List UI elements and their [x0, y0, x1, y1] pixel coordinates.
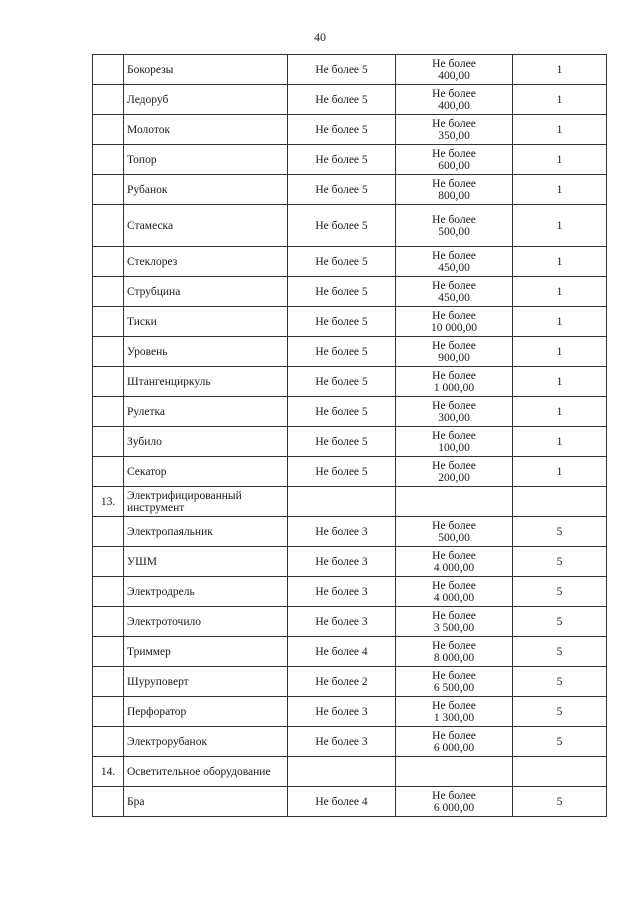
item-price — [396, 307, 513, 337]
item-name: Секатор — [124, 457, 288, 487]
price-label: Не более — [432, 369, 476, 382]
table-row — [93, 337, 607, 367]
price-value: 400,00 — [438, 69, 470, 82]
item-price — [396, 247, 513, 277]
item-name: Ледоруб — [124, 85, 288, 115]
item-quantity: Не более 5 — [288, 397, 396, 427]
item-count: 5 — [513, 727, 607, 757]
item-quantity: Не более 5 — [288, 457, 396, 487]
item-quantity: Не более 5 — [288, 205, 396, 247]
row-number — [93, 547, 124, 577]
price-value: 6 000,00 — [433, 801, 475, 814]
item-name: Триммер — [124, 637, 288, 667]
item-count: 1 — [513, 175, 607, 205]
price-label: Не более — [432, 639, 476, 652]
item-price — [396, 205, 513, 247]
row-number — [93, 577, 124, 607]
item-count: 1 — [513, 427, 607, 457]
item-count: 1 — [513, 307, 607, 337]
item-quantity: Не более 4 — [288, 637, 396, 667]
row-number — [93, 787, 124, 817]
item-price — [396, 457, 513, 487]
price-label: Не более — [432, 549, 476, 562]
item-count — [513, 757, 607, 787]
item-price — [396, 427, 513, 457]
item-name: УШМ — [124, 547, 288, 577]
item-price — [396, 727, 513, 757]
table-row — [93, 577, 607, 607]
price-value: 900,00 — [438, 351, 470, 364]
price-value: 500,00 — [438, 225, 470, 238]
row-number — [93, 457, 124, 487]
item-quantity — [288, 487, 396, 517]
row-number — [93, 85, 124, 115]
item-quantity: Не более 5 — [288, 115, 396, 145]
price-value: 300,00 — [438, 411, 470, 424]
price-value: 1 300,00 — [433, 711, 475, 724]
item-name: Рулетка — [124, 397, 288, 427]
item-count: 1 — [513, 457, 607, 487]
price-label: Не более — [432, 699, 476, 712]
item-name: Электрорубанок — [124, 727, 288, 757]
table-row — [93, 787, 607, 817]
table-row — [93, 547, 607, 577]
item-quantity: Не более 5 — [288, 307, 396, 337]
item-count: 5 — [513, 667, 607, 697]
price-label: Не более — [432, 339, 476, 352]
table-row — [93, 205, 607, 247]
price-label: Не более — [432, 789, 476, 802]
price-value: 6 000,00 — [433, 741, 475, 754]
price-label: Не более — [432, 57, 476, 70]
item-name: Зубило — [124, 427, 288, 457]
price-label: Не более — [432, 459, 476, 472]
table-row — [93, 175, 607, 205]
item-name: Уровень — [124, 337, 288, 367]
item-quantity: Не более 2 — [288, 667, 396, 697]
table-row — [93, 247, 607, 277]
item-price — [396, 115, 513, 145]
item-name: Электроточило — [124, 607, 288, 637]
price-value: 10 000,00 — [431, 321, 477, 334]
item-price — [396, 367, 513, 397]
item-quantity: Не более 3 — [288, 577, 396, 607]
price-label: Не более — [432, 399, 476, 412]
row-number — [93, 517, 124, 547]
item-price — [396, 175, 513, 205]
table-row — [93, 367, 607, 397]
row-number — [93, 307, 124, 337]
row-number: 14. — [93, 757, 124, 787]
table-row — [93, 55, 607, 85]
item-count: 1 — [513, 145, 607, 175]
row-number — [93, 337, 124, 367]
row-number — [93, 115, 124, 145]
equipment-table — [92, 54, 607, 817]
item-count: 1 — [513, 85, 607, 115]
price-label: Не более — [432, 87, 476, 100]
item-quantity — [288, 757, 396, 787]
table-row — [93, 427, 607, 457]
item-name: Шуруповерт — [124, 667, 288, 697]
item-name: Топор — [124, 145, 288, 175]
item-count: 5 — [513, 787, 607, 817]
table-row — [93, 487, 607, 517]
item-quantity: Не более 3 — [288, 517, 396, 547]
item-name: Стеклорез — [124, 247, 288, 277]
price-label: Не более — [432, 429, 476, 442]
row-number — [93, 247, 124, 277]
item-count: 1 — [513, 367, 607, 397]
table-row — [93, 757, 607, 787]
item-count: 1 — [513, 247, 607, 277]
item-quantity: Не более 5 — [288, 145, 396, 175]
item-price — [396, 757, 513, 787]
item-quantity: Не более 5 — [288, 277, 396, 307]
item-name: Тиски — [124, 307, 288, 337]
row-number — [93, 727, 124, 757]
price-label: Не более — [432, 609, 476, 622]
item-price — [396, 397, 513, 427]
item-price — [396, 697, 513, 727]
item-price — [396, 637, 513, 667]
price-label: Не более — [432, 729, 476, 742]
item-count: 1 — [513, 115, 607, 145]
row-number — [93, 145, 124, 175]
row-number — [93, 427, 124, 457]
table-row — [93, 727, 607, 757]
item-name: Рубанок — [124, 175, 288, 205]
price-label: Не более — [432, 213, 476, 226]
item-quantity: Не более 3 — [288, 697, 396, 727]
item-quantity: Не более 3 — [288, 547, 396, 577]
price-label: Не более — [432, 147, 476, 160]
row-number — [93, 697, 124, 727]
item-count — [513, 487, 607, 517]
table-row — [93, 607, 607, 637]
page-number: 40 — [314, 30, 326, 44]
table-row — [93, 145, 607, 175]
table-row — [93, 637, 607, 667]
item-quantity: Не более 5 — [288, 427, 396, 457]
item-count: 1 — [513, 205, 607, 247]
item-price — [396, 85, 513, 115]
price-label: Не более — [432, 177, 476, 190]
table-row — [93, 697, 607, 727]
price-value: 450,00 — [438, 261, 470, 274]
item-quantity: Не более 5 — [288, 85, 396, 115]
price-value: 8 000,00 — [433, 651, 475, 664]
item-quantity: Не более 5 — [288, 337, 396, 367]
row-number — [93, 667, 124, 697]
row-number — [93, 637, 124, 667]
item-price — [396, 577, 513, 607]
item-quantity: Не более 5 — [288, 247, 396, 277]
price-label: Не более — [432, 519, 476, 532]
item-quantity: Не более 5 — [288, 175, 396, 205]
row-number — [93, 205, 124, 247]
table-row — [93, 397, 607, 427]
item-count: 1 — [513, 277, 607, 307]
table-row — [93, 85, 607, 115]
price-value: 450,00 — [438, 291, 470, 304]
item-name: Стамеска — [124, 205, 288, 247]
item-quantity: Не более 5 — [288, 367, 396, 397]
item-count: 5 — [513, 577, 607, 607]
price-value: 350,00 — [438, 129, 470, 142]
item-count: 1 — [513, 337, 607, 367]
row-number — [93, 175, 124, 205]
table-row — [93, 517, 607, 547]
item-price — [396, 337, 513, 367]
row-number — [93, 397, 124, 427]
item-name: Осветительное оборудование — [124, 757, 288, 787]
price-value: 200,00 — [438, 471, 470, 484]
item-count: 5 — [513, 607, 607, 637]
item-count: 5 — [513, 517, 607, 547]
item-count: 5 — [513, 637, 607, 667]
price-label: Не более — [432, 579, 476, 592]
price-value: 1 000,00 — [433, 381, 475, 394]
item-count: 5 — [513, 547, 607, 577]
price-label: Не более — [432, 279, 476, 292]
row-number — [93, 55, 124, 85]
item-price — [396, 517, 513, 547]
price-value: 4 000,00 — [433, 591, 475, 604]
price-value: 100,00 — [438, 441, 470, 454]
price-value: 600,00 — [438, 159, 470, 172]
table-row — [93, 277, 607, 307]
item-name: Электрифицированный инструмент — [124, 487, 288, 517]
price-label: Не более — [432, 309, 476, 322]
item-name: Бокорезы — [124, 55, 288, 85]
item-price — [396, 487, 513, 517]
item-count: 5 — [513, 697, 607, 727]
table-row — [93, 115, 607, 145]
row-number: 13. — [93, 487, 124, 517]
price-value: 4 000,00 — [433, 561, 475, 574]
price-label: Не более — [432, 669, 476, 682]
price-value: 500,00 — [438, 531, 470, 544]
price-label: Не более — [432, 249, 476, 262]
item-name: Перфоратор — [124, 697, 288, 727]
item-price — [396, 145, 513, 175]
item-name: Электропаяльник — [124, 517, 288, 547]
item-quantity: Не более 4 — [288, 787, 396, 817]
item-price — [396, 55, 513, 85]
item-name: Струбцина — [124, 277, 288, 307]
item-name: Молоток — [124, 115, 288, 145]
item-name: Бра — [124, 787, 288, 817]
item-name: Электродрель — [124, 577, 288, 607]
table-row — [93, 457, 607, 487]
item-price — [396, 607, 513, 637]
price-value: 800,00 — [438, 189, 470, 202]
item-quantity: Не более 3 — [288, 727, 396, 757]
price-value: 400,00 — [438, 99, 470, 112]
item-count: 1 — [513, 55, 607, 85]
table-body — [93, 55, 607, 817]
price-value: 6 500,00 — [433, 681, 475, 694]
table-row — [93, 667, 607, 697]
item-quantity: Не более 3 — [288, 607, 396, 637]
item-price — [396, 787, 513, 817]
row-number — [93, 277, 124, 307]
table-row — [93, 307, 607, 337]
price-label: Не более — [432, 117, 476, 130]
item-quantity: Не более 5 — [288, 55, 396, 85]
row-number — [93, 607, 124, 637]
item-price — [396, 667, 513, 697]
price-value: 3 500,00 — [433, 621, 475, 634]
item-count: 1 — [513, 397, 607, 427]
item-price — [396, 547, 513, 577]
row-number — [93, 367, 124, 397]
item-price — [396, 277, 513, 307]
item-name: Штангенциркуль — [124, 367, 288, 397]
